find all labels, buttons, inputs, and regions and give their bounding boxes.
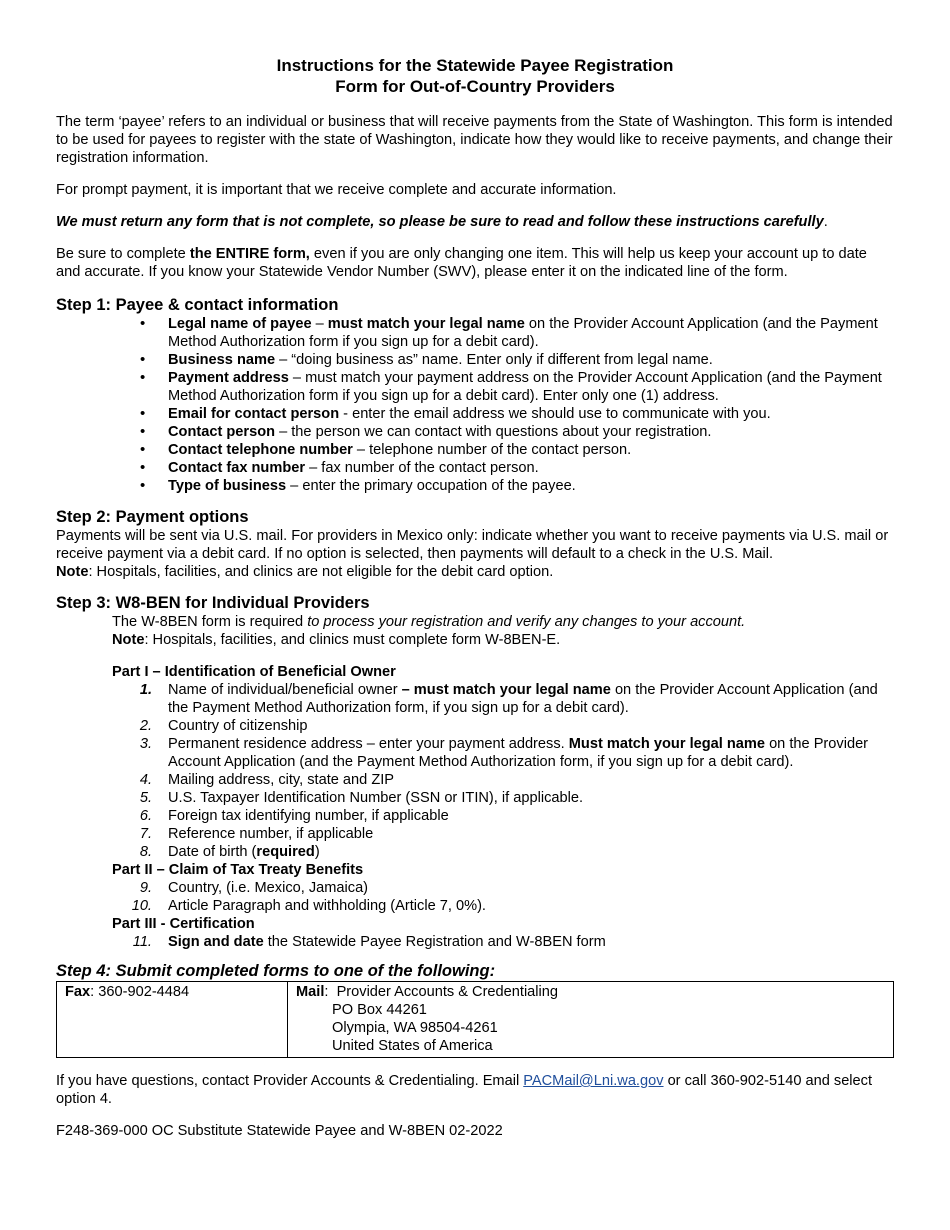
item-text-post: the Statewide Payee Registration and W-8BEN form bbox=[263, 934, 606, 950]
step1-item bbox=[56, 477, 894, 495]
intro-paragraph-2: For prompt payment, it is important that we receive complete and accurate information. bbox=[56, 182, 617, 198]
mail-cell bbox=[288, 982, 894, 1058]
item-text: – must match your payment address on the Provider Account Application (and the Payment Method Authorization form if you sign up for a debit card). Enter only one (1) address. bbox=[168, 370, 882, 404]
document-title bbox=[56, 55, 894, 97]
item-label: Email for contact person bbox=[168, 406, 340, 422]
warning-paragraph bbox=[56, 213, 894, 231]
step1-heading: Step 1: Payee & contact information bbox=[56, 296, 339, 314]
item-number: 9. bbox=[139, 880, 152, 896]
fax-number: : 360-902-4484 bbox=[90, 984, 190, 1000]
contact-text-post: or call 360-902-5140 and select option 4. bbox=[56, 1073, 873, 1107]
item-number: 3. bbox=[139, 736, 152, 752]
step1-item bbox=[56, 441, 894, 459]
contact-text-pre: If you have questions, contact Provider Accounts & Credentialing. Email bbox=[56, 1073, 524, 1089]
part-item bbox=[112, 879, 894, 897]
mail-line: PO Box 44261 bbox=[332, 1002, 427, 1018]
item-text: Permanent residence address – enter your payment address. bbox=[168, 736, 569, 752]
contact-paragraph bbox=[56, 1072, 894, 1108]
item-text: – the person we can contact with questions about your registration. bbox=[275, 424, 712, 440]
note-label: Note bbox=[112, 632, 145, 648]
step1-item bbox=[56, 405, 894, 423]
part2-title: Part II – Claim of Tax Treaty Benefits bbox=[112, 862, 364, 878]
step3-text-italic: to process your registration and verify any changes to your account. bbox=[307, 614, 746, 630]
part-item bbox=[112, 933, 894, 951]
item-label: Type of business bbox=[168, 478, 287, 494]
note-text: : Hospitals, facilities, and clinics must complete form W-8BEN-E. bbox=[144, 632, 561, 648]
title-line-1: Instructions for the Statewide Payee Registration bbox=[276, 56, 674, 75]
item-label: Contact telephone number bbox=[168, 442, 353, 458]
item-emphasis: – must match your legal name bbox=[401, 682, 611, 698]
fax-label: Fax bbox=[65, 984, 91, 1000]
step4-heading: Step 4: Submit completed forms to one of the following: bbox=[56, 962, 496, 980]
part-item bbox=[112, 825, 894, 843]
item-label: Payment address bbox=[168, 370, 289, 386]
item-text-post: on the Provider Account Application (and the Payment Method Authorization form, if you sign up for a debit card). bbox=[168, 736, 869, 770]
mail-line: Olympia, WA 98504-4261 bbox=[332, 1020, 498, 1036]
item-emphasis: must match your legal name bbox=[327, 316, 525, 332]
item-label: Legal name of payee bbox=[168, 316, 312, 332]
intro-p4-pre: Be sure to complete bbox=[56, 246, 190, 262]
warning-text: We must return any form that is not complete, so please be sure to read and follow these instructions carefully bbox=[56, 214, 824, 230]
step1-item bbox=[56, 369, 894, 405]
step3-text-pre: The W-8BEN form is required bbox=[112, 614, 308, 630]
part2-list bbox=[112, 879, 894, 915]
part-item bbox=[112, 897, 894, 915]
item-text-post: ) bbox=[314, 844, 320, 860]
item-text: – enter the primary occupation of the payee. bbox=[286, 478, 576, 494]
part-item bbox=[112, 789, 894, 807]
item-number: 1. bbox=[139, 682, 152, 698]
part-item bbox=[112, 717, 894, 735]
item-number: 10. bbox=[131, 898, 152, 914]
item-sep: – bbox=[311, 316, 328, 332]
item-label: Business name bbox=[168, 352, 276, 368]
warning-period: . bbox=[823, 214, 828, 230]
part1-title: Part I – Identification of Beneficial Owner bbox=[112, 664, 396, 680]
submit-options-table bbox=[56, 981, 894, 1058]
document-page bbox=[56, 55, 894, 1140]
item-text: Article Paragraph and withholding (Article 7, 0%). bbox=[168, 898, 486, 914]
item-label: Contact fax number bbox=[168, 460, 306, 476]
item-text: Foreign tax identifying number, if applicable bbox=[168, 808, 449, 824]
item-number: 11. bbox=[132, 934, 152, 950]
item-text: – fax number of the contact person. bbox=[305, 460, 539, 476]
item-number: 7. bbox=[139, 826, 152, 842]
item-emphasis: required bbox=[256, 844, 315, 860]
fax-cell bbox=[57, 982, 288, 1058]
part1-list bbox=[112, 681, 894, 861]
mail-address bbox=[296, 983, 885, 1055]
step2-note bbox=[56, 563, 894, 581]
intro-p4-post: even if you are only changing one item. This will help us keep your account up to date and accurate. If you know your Statewide Vendor Number (SWV), please enter it on the indicated line of the form. bbox=[56, 246, 867, 280]
mail-line: United States of America bbox=[332, 1038, 493, 1054]
part-item bbox=[112, 807, 894, 825]
item-text: – “doing business as” name. Enter only if different from legal name. bbox=[275, 352, 713, 368]
item-text: U.S. Taxpayer Identification Number (SSN or ITIN), if applicable. bbox=[168, 790, 584, 806]
step1-item bbox=[56, 459, 894, 477]
item-number: 6. bbox=[139, 808, 152, 824]
item-text: Reference number, if applicable bbox=[168, 826, 374, 842]
item-text: on the Provider Account Application (and the Payment Method Authorization form if you sign up for a debit card). bbox=[168, 316, 878, 350]
mail-line: Mail: Provider Accounts & Credentialing bbox=[296, 984, 559, 1000]
part-item bbox=[112, 843, 894, 861]
step3-text bbox=[112, 613, 894, 631]
part3-title: Part III - Certification bbox=[112, 916, 255, 932]
item-text: Country of citizenship bbox=[168, 718, 308, 734]
item-text: - enter the email address we should use to communicate with you. bbox=[339, 406, 771, 422]
item-number: 8. bbox=[139, 844, 152, 860]
intro-p4-bold: the ENTIRE form, bbox=[189, 246, 310, 262]
intro-paragraph-4 bbox=[56, 245, 894, 281]
step1-item bbox=[56, 423, 894, 441]
step2-text: Payments will be sent via U.S. mail. For providers in Mexico only: indicate whether you want to receive payments via U.S. mail or receive payment via a debit card. If no option is selected, then payments will default to a check in the U.S. Mail. bbox=[56, 528, 889, 562]
step2-body bbox=[56, 527, 894, 581]
item-number: 2. bbox=[139, 718, 152, 734]
title-line-2: Form for Out-of-Country Providers bbox=[335, 77, 615, 96]
mail-label: Mail bbox=[296, 984, 325, 1000]
item-number: 5. bbox=[139, 790, 152, 806]
note-label: Note bbox=[56, 564, 89, 580]
step2-heading: Step 2: Payment options bbox=[56, 508, 249, 526]
item-emphasis: Sign and date bbox=[168, 934, 264, 950]
part-item bbox=[112, 681, 894, 717]
part-item bbox=[112, 735, 894, 771]
mail-line-text: Provider Accounts & Credentialing bbox=[336, 984, 559, 1000]
item-text: Date of birth ( bbox=[168, 844, 257, 860]
intro-paragraph-1: The term ‘payee’ refers to an individual or business that will receive payments from the State of Washington. This form is intended to be used for payees to register with the state of Washington, indicate how they would like to receive payments, and change their registration information. bbox=[56, 114, 893, 166]
form-footer: F248-369-000 OC Substitute Statewide Payee and W-8BEN 02-2022 bbox=[56, 1123, 503, 1139]
note-text: : Hospitals, facilities, and clinics are not eligible for the debit card option. bbox=[88, 564, 554, 580]
step1-item bbox=[56, 315, 894, 351]
step3-body bbox=[112, 613, 894, 951]
item-text: Mailing address, city, state and ZIP bbox=[168, 772, 395, 788]
item-text: Country, (i.e. Mexico, Jamaica) bbox=[168, 880, 369, 896]
email-link[interactable]: PACMail@Lni.wa.gov bbox=[523, 1073, 664, 1089]
step1-list bbox=[56, 315, 894, 495]
step3-heading: Step 3: W8-BEN for Individual Providers bbox=[56, 594, 370, 612]
item-label: Contact person bbox=[168, 424, 276, 440]
item-text-post: on the Provider Account Application (and the Payment Method Authorization form, if you sign up for a debit card). bbox=[168, 682, 878, 716]
part-item bbox=[112, 771, 894, 789]
item-text: – telephone number of the contact person. bbox=[352, 442, 632, 458]
item-text: Name of individual/beneficial owner bbox=[168, 682, 402, 698]
step1-item bbox=[56, 351, 894, 369]
item-emphasis: Must match your legal name bbox=[568, 736, 766, 752]
step3-note bbox=[112, 631, 894, 649]
item-number: 4. bbox=[139, 772, 152, 788]
part3-list bbox=[112, 933, 894, 951]
